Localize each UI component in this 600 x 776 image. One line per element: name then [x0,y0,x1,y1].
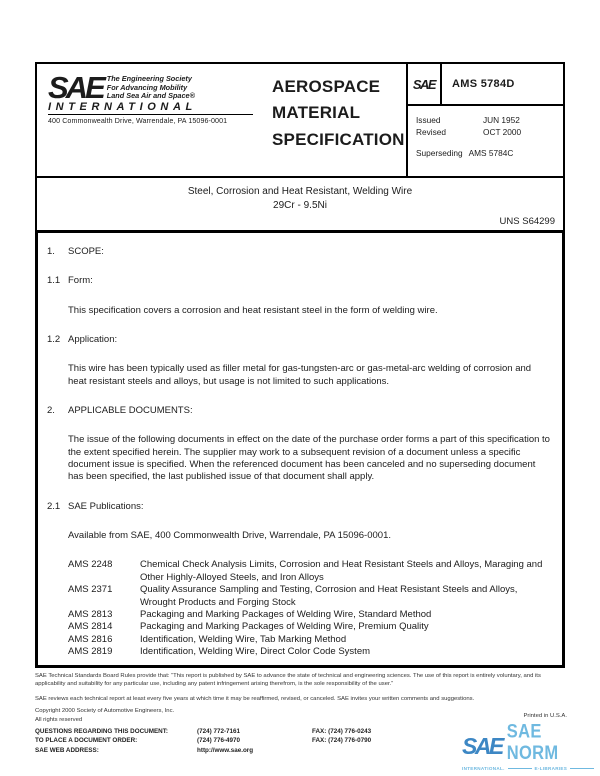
issued-label: Issued [416,115,441,125]
sae-small-logo: SAE [408,64,442,104]
spec-title: Steel, Corrosion and Heat Resistant, Welding Wire [187,186,413,197]
header [35,62,565,178]
sae-international-text: INTERNATIONAL [48,100,197,113]
section-applicable-documents-heading [47,405,550,417]
section-form-heading [47,275,550,287]
section-application-heading [47,334,550,346]
watermark-rule-left [508,768,532,769]
list-item [68,646,550,658]
logo-divider [48,114,253,115]
contact-fax [312,746,455,755]
sae-norm-name: SAE NORM [506,721,559,764]
section-applicable-documents-text: The issue of the following documents in effect on the date of the purchase order forms a part of this specification to the extent specified herein. The supplier may work to a subsequent revision of a document unless a specific document issue is specified. When the referenced document has been canceled and no superseding document has been specified, the last published issue of that document shall apply. [68,434,550,483]
contact-phone: (724) 772-7161 [197,728,241,735]
sae-tagline-line2: For Advancing Mobility [106,82,188,92]
section-title: Form: [68,275,93,287]
ams-code: AMS 2248 [68,559,113,571]
ams-code: AMS 2813 [68,608,113,620]
list-item [68,584,550,609]
list-item [68,634,550,646]
list-item [68,559,550,584]
doc-type-line1: AEROSPACE [272,77,381,96]
title-box [35,176,565,232]
contact-block [35,727,455,755]
uns-number: UNS S64299 [499,216,555,227]
section-sae-publications-text: Available from SAE, 400 Commonwealth Drive, Warrendale, PA 15096-0001. [68,530,391,542]
contact-phone: (724) 776-4970 [197,737,241,745]
section-number: 2. [47,405,55,417]
section-title: APPLICABLE DOCUMENTS: [68,405,193,417]
contact-fax: FAX: (724) 776-0790 [312,737,372,745]
section-title: Application: [68,334,118,346]
header-right [408,64,563,176]
sae-tagline [107,73,195,101]
section-scope-heading [47,246,550,258]
ams-description: Packaging and Marking Packages of Welding Wire, Premium Quality [140,621,429,633]
ams-code: AMS 2371 [68,584,113,596]
doc-id-row [408,64,563,106]
issued-value: JUN 1952 [483,115,520,125]
copyright-notice [35,707,174,724]
legal-notice-1: SAE Technical Standards Board Rules provide that: “This report is published by SAE to advance the state of technical and engineering sciences. The use of this report is entirely voluntary, and its applicability and suitability for any particular use, including any patent infringement arising therefrom, is the sole responsibility of the user.” [35,673,541,688]
superseding-value: AMS 5784C [468,148,514,158]
header-left [37,64,408,176]
section-number: 2.1 [47,500,61,512]
sae-address: 400 Commonwealth Drive, Warrendale, PA 15096-0001 [48,116,228,125]
doc-type-line3: SPECIFICATION [272,129,405,149]
document-type-title [261,73,405,176]
contact-label: QUESTIONS REGARDING THIS DOCUMENT: [35,728,168,735]
section-number: 1. [47,246,55,257]
revision-box [408,106,563,176]
ams-code: AMS 2814 [68,621,113,633]
ams-description: Packaging and Marking Packages of Welding Wire, Standard Method [140,608,432,620]
contact-fax: FAX: (724) 776-0243 [312,728,372,735]
printed-in-usa: Printed in U.S.A. [523,713,567,719]
sae-norm-logo [462,721,594,771]
section-number: 1.2 [47,334,61,346]
doc-type-line2: MATERIAL [272,103,361,123]
sae-tagline-line1: The Engineering Society [106,74,192,83]
list-item [68,621,550,633]
copyright-line2: All rights reserved [35,716,83,723]
doc-number: AMS 5784D [452,78,515,90]
copyright-line1: Copyright 2000 Society of Automotive Engineers, Inc. [35,708,175,714]
ams-document-list [68,559,550,658]
revised-value: OCT 2000 [483,127,522,137]
ams-description: Quality Assurance Sampling and Testing, Corrosion and Heat Resistant Steels and Alloys, Wrought Products and Forging Stock [140,584,518,608]
revised-label: Revised [416,127,446,137]
ams-code: AMS 2819 [68,645,113,657]
contact-label: SAE WEB ADDRESS: [35,746,99,754]
section-application-text: This wire has been typically used as filler metal for gas-tungsten-arc or gas-metal-arc welding of corrosion and heat resistant steels and alloys, but usage is not limited to such applications. [68,363,532,387]
legal-notice-2: SAE reviews each technical report at least every five years at which time it may be reaffirmed, revised, or canceled. SAE invites your written comments and suggestions. [35,696,475,702]
sae-norm-international: INTERNATIONAL. [462,766,505,771]
section-title: SCOPE: [68,246,104,257]
watermark-rule-right [570,768,594,769]
section-sae-publications-heading [47,501,550,513]
section-number: 1.1 [47,275,61,287]
list-item [68,609,550,621]
contact-url: http://www.sae.org [197,746,254,754]
ams-description: Identification, Welding Wire, Tab Marking Method [140,633,347,645]
superseding-label: Superseding [416,148,463,158]
sae-tagline-line3: Land Sea Air and Space® [106,91,195,101]
section-form-text: This specification covers a corrosion and heat resistant steel in the form of welding wire. [68,304,438,316]
sae-logo [48,70,261,176]
contact-label: TO PLACE A DOCUMENT ORDER: [35,737,138,745]
spec-composition: 29Cr - 9.5Ni [273,200,327,211]
sae-norm-mark-icon: SAE [462,732,502,759]
document-body [35,230,565,668]
ams-code: AMS 2816 [68,633,113,645]
section-title: SAE Publications: [68,500,144,512]
sae-norm-tagline: E-LIBRARIES [534,766,568,771]
ams-description: Identification, Welding Wire, Direct Color Code System [140,645,371,657]
ams-description: Chemical Check Analysis Limits, Corrosion and Heat Resistant Steels and Alloys, Maraging and Other Highly-Alloyed Steels, and Iron Alloys [140,559,543,583]
sae-logo-text: SAE [48,70,103,105]
